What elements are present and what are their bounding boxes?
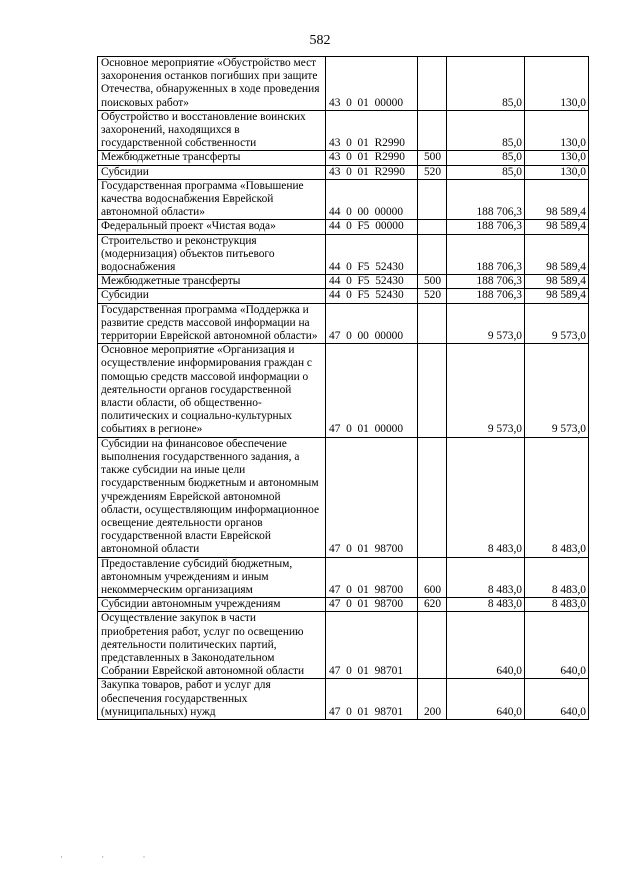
row-name-cell: Государственная программа «Поддержка и развитие средств массовой информации на территории Еврейской автономной области» — [98, 303, 326, 344]
row-expense-type-cell — [418, 220, 447, 234]
table-row — [98, 110, 589, 151]
table-row — [98, 303, 589, 344]
table-row — [98, 679, 589, 720]
row-sum-year1-cell: 85,0 — [447, 57, 525, 111]
row-sum-year2-cell: 98 589,4 — [525, 234, 589, 275]
row-sum-year1-cell: 188 706,3 — [447, 289, 525, 303]
budget-table-body — [98, 57, 589, 720]
row-name-cell: Субсидии на финансовое обеспечение выполнения государственного задания, а также субсидии на иные цели государственным бюджетным и автономным учреждениям Еврейской автономной области, осуществляющим информационное освещение деятельности органов государственной власти Еврейской автономной области — [98, 437, 326, 557]
budget-table — [97, 56, 589, 720]
row-sum-year1-cell: 8 483,0 — [447, 557, 525, 598]
row-sum-year1-cell: 640,0 — [447, 679, 525, 720]
row-name-cell: Основное мероприятие «Организация и осуществление информирования граждан с помощью средств массовой информации о деятельности органов государственной власти области, об общественно-политических и социально-культурных событиях в регионе» — [98, 344, 326, 437]
row-name-cell: Межбюджетные трансферты — [98, 151, 326, 165]
row-expense-type-cell: 620 — [418, 598, 447, 612]
row-code-cell: 44 0 F5 52430 — [326, 289, 418, 303]
row-sum-year1-cell: 188 706,3 — [447, 220, 525, 234]
table-row — [98, 289, 589, 303]
table-row — [98, 165, 589, 179]
row-expense-type-cell — [418, 110, 447, 151]
row-code-cell: 43 0 01 R2990 — [326, 165, 418, 179]
row-sum-year1-cell: 85,0 — [447, 151, 525, 165]
row-code-cell: 43 0 01 R2990 — [326, 110, 418, 151]
row-name-cell: Субсидии — [98, 165, 326, 179]
row-sum-year2-cell: 640,0 — [525, 612, 589, 679]
row-sum-year2-cell: 8 483,0 — [525, 557, 589, 598]
row-code-cell: 44 0 00 00000 — [326, 179, 418, 220]
row-expense-type-cell — [418, 612, 447, 679]
row-sum-year2-cell: 98 589,4 — [525, 220, 589, 234]
row-code-cell: 47 0 01 00000 — [326, 344, 418, 437]
row-name-cell: Федеральный проект «Чистая вода» — [98, 220, 326, 234]
row-sum-year1-cell: 9 573,0 — [447, 303, 525, 344]
row-expense-type-cell — [418, 57, 447, 111]
row-sum-year1-cell: 188 706,3 — [447, 179, 525, 220]
row-expense-type-cell — [418, 303, 447, 344]
row-code-cell: 44 0 F5 52430 — [326, 234, 418, 275]
row-code-cell: 47 0 01 98700 — [326, 437, 418, 557]
row-name-cell: Субсидии — [98, 289, 326, 303]
page-number: 582 — [309, 33, 331, 48]
row-sum-year1-cell: 8 483,0 — [447, 598, 525, 612]
row-expense-type-cell: 520 — [418, 289, 447, 303]
row-code-cell: 47 0 01 98700 — [326, 598, 418, 612]
row-name-cell: Межбюджетные трансферты — [98, 275, 326, 289]
row-sum-year2-cell: 130,0 — [525, 151, 589, 165]
row-sum-year1-cell: 9 573,0 — [447, 344, 525, 437]
row-expense-type-cell: 520 — [418, 165, 447, 179]
row-sum-year2-cell: 98 589,4 — [525, 179, 589, 220]
row-sum-year2-cell: 9 573,0 — [525, 344, 589, 437]
row-sum-year2-cell: 640,0 — [525, 679, 589, 720]
row-sum-year2-cell: 130,0 — [525, 165, 589, 179]
row-code-cell: 43 0 01 R2990 — [326, 151, 418, 165]
table-row — [98, 598, 589, 612]
table-row — [98, 234, 589, 275]
row-code-cell: 47 0 01 98701 — [326, 612, 418, 679]
table-row — [98, 151, 589, 165]
table-row — [98, 179, 589, 220]
row-sum-year2-cell: 98 589,4 — [525, 275, 589, 289]
table-row — [98, 220, 589, 234]
row-code-cell: 44 0 F5 00000 — [326, 220, 418, 234]
row-code-cell: 43 0 01 00000 — [326, 57, 418, 111]
row-sum-year2-cell: 130,0 — [525, 57, 589, 111]
row-expense-type-cell — [418, 344, 447, 437]
row-sum-year1-cell: 188 706,3 — [447, 275, 525, 289]
row-name-cell: Государственная программа «Повышение качества водоснабжения Еврейской автономной области» — [98, 179, 326, 220]
row-expense-type-cell: 500 — [418, 275, 447, 289]
table-row — [98, 612, 589, 679]
row-sum-year2-cell: 8 483,0 — [525, 598, 589, 612]
row-name-cell: Осуществление закупок в части приобретения работ, услуг по освещению деятельности политических партий, представленных в Законодательном Собрании Еврейской автономной области — [98, 612, 326, 679]
row-sum-year2-cell: 98 589,4 — [525, 289, 589, 303]
row-sum-year1-cell: 8 483,0 — [447, 437, 525, 557]
row-name-cell: Предоставление субсидий бюджетным, автономным учреждениям и иным некоммерческим организациям — [98, 557, 326, 598]
row-code-cell: 47 0 01 98700 — [326, 557, 418, 598]
table-row — [98, 57, 589, 111]
row-name-cell: Закупка товаров, работ и услуг для обеспечения государственных (муниципальных) нужд — [98, 679, 326, 720]
row-sum-year1-cell: 640,0 — [447, 612, 525, 679]
scan-specks: · · · — [60, 852, 164, 862]
row-sum-year1-cell: 85,0 — [447, 110, 525, 151]
row-expense-type-cell — [418, 179, 447, 220]
row-name-cell: Субсидии автономным учреждениям — [98, 598, 326, 612]
row-sum-year1-cell: 85,0 — [447, 165, 525, 179]
row-expense-type-cell — [418, 234, 447, 275]
row-code-cell: 47 0 00 00000 — [326, 303, 418, 344]
table-row — [98, 275, 589, 289]
row-expense-type-cell: 600 — [418, 557, 447, 598]
row-sum-year2-cell: 130,0 — [525, 110, 589, 151]
row-sum-year1-cell: 188 706,3 — [447, 234, 525, 275]
row-code-cell: 44 0 F5 52430 — [326, 275, 418, 289]
table-row — [98, 437, 589, 557]
row-expense-type-cell: 200 — [418, 679, 447, 720]
row-name-cell: Основное мероприятие «Обустройство мест захоронения останков погибших при защите Отечества, обнаруженных в ходе проведения поисковых работ» — [98, 57, 326, 111]
table-row — [98, 557, 589, 598]
row-sum-year2-cell: 8 483,0 — [525, 437, 589, 557]
row-expense-type-cell: 500 — [418, 151, 447, 165]
row-expense-type-cell — [418, 437, 447, 557]
row-code-cell: 47 0 01 98701 — [326, 679, 418, 720]
row-name-cell: Обустройство и восстановление воинских захоронений, находящихся в государственной собственности — [98, 110, 326, 151]
row-name-cell: Строительство и реконструкция (модернизация) объектов питьевого водоснабжения — [98, 234, 326, 275]
table-row — [98, 344, 589, 437]
row-sum-year2-cell: 9 573,0 — [525, 303, 589, 344]
